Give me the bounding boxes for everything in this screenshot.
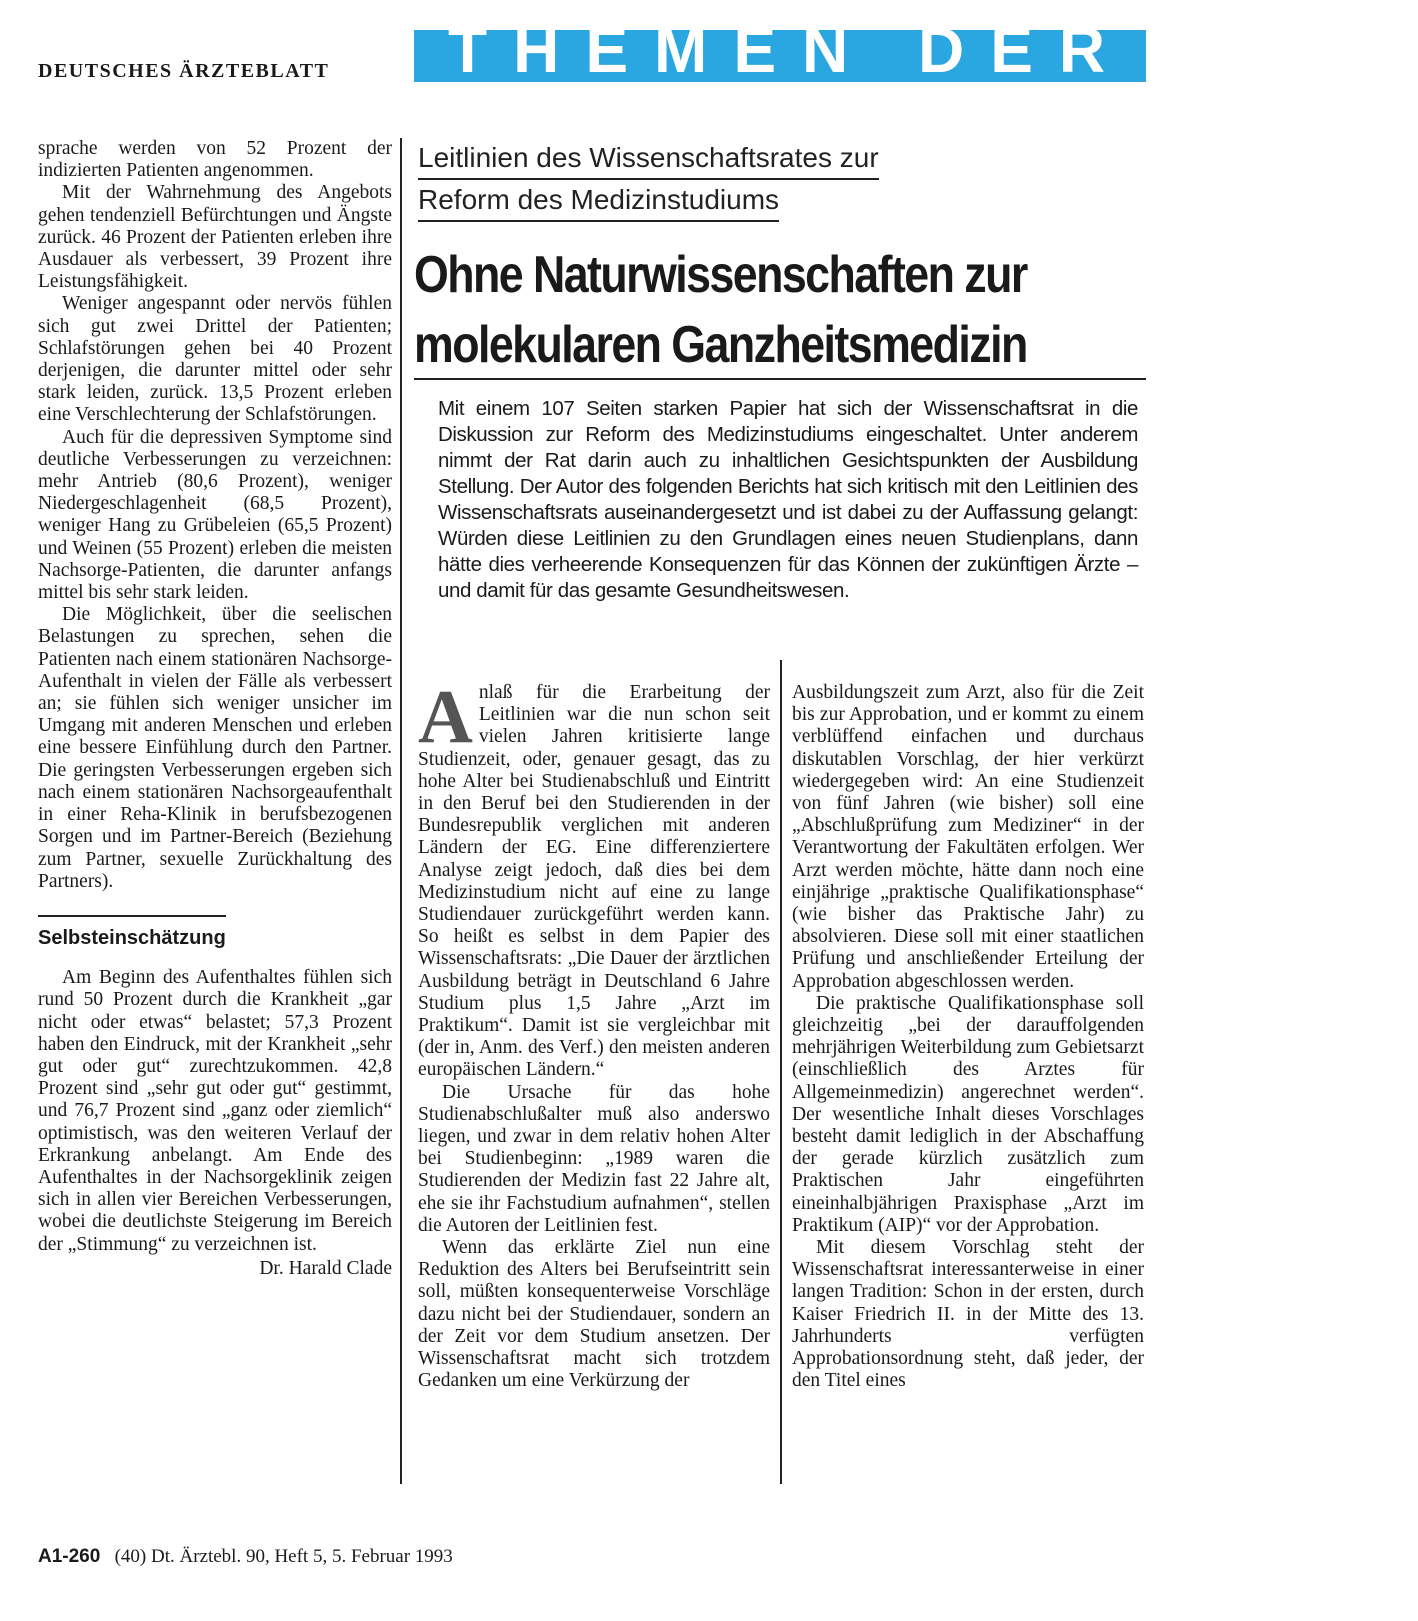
drop-cap: A — [418, 675, 473, 759]
paragraph: Die praktische Qualifikationsphase soll gleichzeitig „bei der darauffolgenden mehrjährigen Weiterbildung zum Gebietsarzt (einschließlich des Arztes für Allgemeinmedizin) angerechnet werden“. Der wesentliche Inhalt dieses Vorschlages besteht damit lediglich in der Abschaffung der gerade kürzlich zusätzlich zum Praktischen Jahr eingeführten eineinhalbjährigen Praxisphase „Arzt im Praktikum (AIP)“ vor der Approbation. — [792, 992, 1144, 1236]
publication-masthead: DEUTSCHES ÄRZTEBLATT — [38, 60, 330, 82]
article-column-3 — [792, 682, 1144, 1393]
article-kicker — [418, 138, 1018, 222]
headline-line-1: Ohne Naturwissenschaften zur — [414, 246, 1027, 304]
headline-line-2: molekularen Ganzheitsmedizin — [414, 316, 1027, 374]
paragraph: Die Ursache für das hohe Studienabschlußalter muß also anderswo liegen, und zwar in dem relativ hohen Alter bei Studienbeginn: „1989 waren die Studierenden der Medizin fast 22 Jahre alt, ehe sie ihr Fachstudium aufnahmen“, stellen die Autoren der Leitlinien fest. — [418, 1081, 770, 1236]
page-code: A1-260 — [38, 1546, 101, 1567]
citation: (40) Dt. Ärztebl. 90, Heft 5, 5. Februar 1993 — [114, 1546, 453, 1567]
article-column-2 — [418, 675, 770, 1393]
subheading: Selbsteinschätzung — [38, 915, 226, 949]
paragraph: Mit der Wahrnehmung des Angebots gehen tendenziell Befürchtungen und Ängste zurück. 46 Prozent der Patienten erleben ihre Ausdauer als verbessert, 39 Prozent ihre Leistungsfähigkeit. — [38, 182, 392, 293]
paragraph: sprache werden von 52 Prozent der indizierten Patienten angenommen. — [38, 138, 392, 182]
paragraph: Die Möglichkeit, über die seelischen Belastungen zu sprechen, sehen die Patienten nach einem stationären Nachsorge-Aufenthalt in vielen der Fälle als verbessert an; sie fühlen sich weniger unsicher im Umgang mit anderen Menschen und erleben eine bessere Einfühlung durch den Partner. Die geringsten Verbesserungen ergeben sich nach einem stationären Nachsorgeaufenthalt in einer Reha-Klinik in berufsbezogenen Sorgen und im Partner-Bereich (Beziehung zum Partner, sexuelle Zurückhaltung des Partners). — [38, 604, 392, 892]
kicker-line-2: Reform des Medizinstudiums — [418, 180, 779, 222]
headline-rule — [414, 378, 1146, 380]
section-banner: THEMEN DER ZEIT — [414, 30, 1146, 82]
opening-text: nlaß für die Erarbeitung der Leitlinien war die nun schon seit vielen Jahren kritisierte lange Studienzeit, oder, genauer gesagt, das zu hohe Alter bei Studienabschluß und Eintritt in den Beruf bei den Studierenden in der Bundesrepublik verglichen mit anderen Ländern der EG. Eine differenziertere Analyse zeigt jedoch, daß dies bei dem Medizinstudium nicht auf eine zu lange Studiendauer zurückgeführt werden kann. So heißt es selbst in dem Papier des Wissenschaftsrats: „Die Dauer der ärztlichen Ausbildung beträgt in Deutschland 6 Jahre Studium plus 1,5 Jahre „Arzt im Praktikum“. Damit ist sie vergleichbar mit (der in, Anm. des Verf.) den meisten anderen europäischen Ländern.“ — [418, 682, 770, 1081]
article-intro: Mit einem 107 Seiten starken Papier hat sich der Wissenschaftsrat in die Diskussion zur Reform des Medizinstudiums eingeschaltet. Unter anderem nimmt der Rat darin auch zu inhaltlichen Gesichtspunkten der Ausbildung Stellung. Der Autor des folgenden Berichts hat sich kritisch mit den Leitlinien des Wissenschaftsrats auseinandergesetzt und ist dabei zu der Auffassung gelangt: Würden diese Leitlinien zu den Grundlagen eines neuen Studienplans, dann hätte dies verheerende Konsequenzen für das Können der zukünftigen Ärzte – und damit für das gesamte Gesundheitswesen. — [438, 397, 1138, 602]
paragraph: Weniger angespannt oder nervös fühlen sich gut zwei Drittel der Patienten; Schlafstörungen gehen bei 40 Prozent derjenigen, die darunter mittel oder sehr stark leiden, zurück. 13,5 Prozent erleben eine Verschlechterung der Schlafstörungen. — [38, 293, 392, 426]
paragraph: Mit diesem Vorschlag steht der Wissenschaftsrat interessanterweise in einer langen Tradition: Schon in der ersten, durch Kaiser Friedrich II. in der Mitte des 13. Jahrhunderts verfügten Approbationsordnung steht, daß jeder, der den Titel eines — [792, 1237, 1144, 1392]
paragraph: Ausbildungszeit zum Arzt, also für die Zeit bis zur Approbation, und er kommt zu einem verblüffend einfachen und durchaus diskutablen Vorschlag, der hier verkürzt wiedergegeben wird: An eine Studienzeit von fünf Jahren (wie bisher) soll eine „Abschlußprüfung zum Mediziner“ in der Verantwortung der Fakultäten erfolgen. Wer Arzt werden möchte, hätte dann noch eine einjährige „praktische Qualifikationsphase“ (wie bisher das Praktische Jahr) zu absolvieren. Diese soll mit einer staatlichen Prüfung und anschließender Erteilung der Approbation abgeschlossen werden. — [792, 682, 1144, 992]
page-footer — [38, 1546, 453, 1568]
opening-paragraph — [418, 675, 770, 1082]
column-divider — [400, 138, 402, 1484]
paragraph: Am Beginn des Aufenthaltes fühlen sich rund 50 Prozent durch die Krankheit „gar nicht oder etwas“ belastet; 57,3 Prozent haben den Eindruck, mit der Krankheit „sehr gut oder gut“ zurechtzukommen. 42,8 Prozent sind „sehr gut oder gut“ gestimmt, und 76,7 Prozent sind „ganz oder ziemlich“ optimistisch, was den weiteren Verlauf der Erkrankung anbelangt. Am Ende des Aufenthaltes in der Nachsorgeklinik zeigen sich in allen vier Bereichen Verbesserungen, wobei die deutlichste Steigerung im Bereich der „Stimmung“ zu verzeichnen ist. — [38, 967, 392, 1255]
column-divider — [780, 660, 782, 1484]
paragraph: Wenn das erklärte Ziel nun eine Reduktion des Alters bei Berufseintritt sein soll, müßten konsequenterweise Vorschläge dazu nicht bei der Studiendauer, sondern an der Zeit vor dem Studium ansetzen. Der Wissenschaftsrat macht sich trotzdem Gedanken um eine Verkürzung der — [418, 1237, 770, 1392]
previous-article-column — [38, 138, 392, 1280]
article-headline — [414, 240, 1154, 380]
paragraph: Auch für die depressiven Symptome sind deutliche Verbesserungen zu verzeichnen: mehr Antrieb (80,6 Prozent), weniger Niedergeschlagenheit (68,5 Prozent), weniger Hang zu Grübeleien (65,5 Prozent) und Weinen (55 Prozent) erleben die meisten Nachsorge-Patienten, die darunter anfangs mittel bis sehr stark leiden. — [38, 426, 392, 604]
author-byline: Dr. Harald Clade — [259, 1257, 392, 1279]
kicker-line-1: Leitlinien des Wissenschaftsrates zur — [418, 138, 879, 180]
